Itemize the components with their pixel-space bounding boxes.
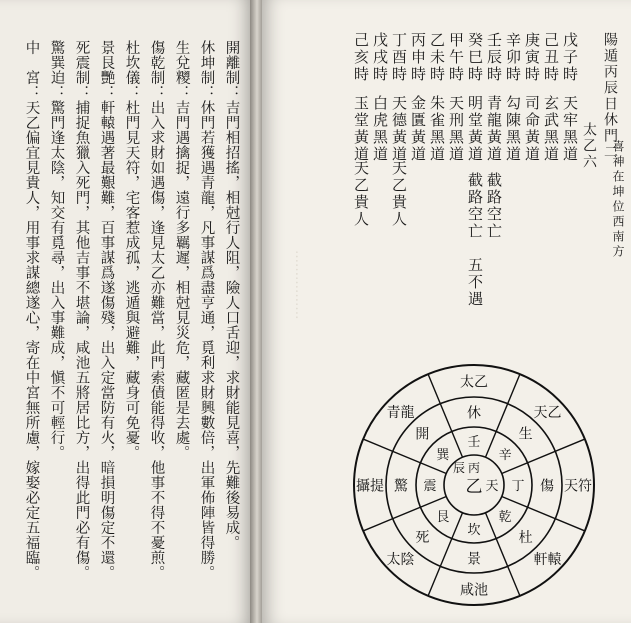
hour-god: 天牢黑道: [561, 95, 579, 163]
outer-ring-label: 咸池: [460, 582, 488, 599]
hour-god: 玄武黑道: [542, 95, 560, 163]
hour-time: 己亥時: [352, 32, 370, 83]
hour-god: 明堂黃道: [466, 95, 484, 163]
center-top-stem: 丙: [467, 461, 481, 475]
hour-time: 丙申時: [409, 32, 427, 83]
hour-time: 乙未時: [428, 32, 446, 83]
paragraph-xiu-kun: 休坤制：休門若獲遇青龍，凡事謀爲盡亨通，覓利求財興數倍，出軍佈陣皆得勝。: [198, 40, 215, 580]
paragraph-kai-li: 開離制：吉門相招搖，相尅行人阻，險人口舌迎，求財能見喜，先難後易成。: [223, 40, 240, 550]
outer-ring-label: 青龍: [386, 404, 415, 421]
hour-time: 癸巳時: [466, 32, 484, 83]
page-header: 陽遁丙辰日休門二: [602, 32, 618, 160]
paragraph-sheng-dui: 生兌糭：吉門遇擒捉，遠行多羈遲，相尅見災危，藏匿是去處。: [173, 40, 190, 460]
outer-ring-label: 天符: [564, 478, 592, 495]
hour-time: 己丑時: [542, 32, 560, 83]
middle-ring-label: 生: [518, 426, 533, 443]
hour-god: 天刑黑道: [447, 95, 465, 163]
center-top-left-stem: 辰: [452, 461, 466, 475]
middle-ring-label: 休: [467, 405, 481, 422]
hour-god: 司命黃道: [523, 95, 541, 163]
hour-god: 白虎黑道: [371, 95, 389, 163]
hour-extra: 截路空亡 五不遇: [466, 172, 484, 308]
qimen-wheel-diagram: [349, 360, 599, 610]
paragraph-jing-xun: 驚巽迫：驚門逢太陰，知交有覓尋，出入事難成，愼不可輕行。: [48, 40, 65, 460]
inner-ring-label: 乾: [498, 510, 512, 526]
inner-ring-label: 坎: [467, 522, 481, 538]
outer-ring-label: 太陰: [386, 551, 415, 568]
xishen-note: 喜神在坤位西南方: [611, 140, 625, 260]
center-right-star: 天: [485, 479, 499, 494]
paragraph-zhong-gong: 中 宮：天乙偏宜見貴人，用事求謀總遂心，寄在中宮無所慮，嫁娶必定五福臨。: [23, 40, 40, 580]
hour-god: 天德黃道: [390, 95, 408, 163]
hour-god: 金匱黃道: [409, 95, 427, 163]
hour-time: 丁酉時: [390, 32, 408, 83]
center-stem: 乙: [465, 477, 483, 497]
inner-ring-label: 辛: [498, 447, 512, 463]
outer-ring-label: 太乙: [460, 374, 488, 391]
hour-god: 青龍黃道: [485, 95, 503, 163]
inner-ring-label: 巽: [436, 447, 450, 463]
bleed-through: ‥‥‥‥‥‥‥‥: [292, 250, 307, 320]
middle-ring-label: 驚: [394, 478, 408, 495]
middle-ring-label: 死: [415, 529, 430, 546]
middle-ring-label: 景: [467, 551, 481, 568]
hour-time: 辛卯時: [504, 32, 522, 83]
paragraph-du-kan: 杜坎儀：杜門見天符，宅客惹成孤，逃遁與避難，藏身可免憂。: [123, 40, 140, 460]
hour-time: 庚寅時: [523, 32, 541, 83]
inner-ring-label: 丁: [511, 478, 525, 494]
hour-god: 玉堂黃道: [352, 95, 370, 163]
paragraph-si-zhen: 死震制：捕捉魚獵入死門，其他吉事不堪論，咸池五將居比方，出得此門必有傷。: [73, 40, 90, 580]
outer-ring-label: 攝提: [356, 478, 384, 495]
middle-ring-label: 杜: [518, 529, 533, 546]
hour-extra: 截路空亡: [485, 172, 503, 240]
outer-ring-label: 軒轅: [533, 551, 562, 568]
hour-time: 戊子時: [561, 32, 579, 83]
inner-ring-label: 艮: [436, 510, 450, 526]
middle-ring-label: 開: [415, 426, 430, 443]
hour-time: 戊戌時: [371, 32, 389, 83]
hour-extra: 天乙貴人: [352, 160, 370, 228]
page-header-taiyi: 太乙六: [581, 122, 597, 170]
paragraph-shang-qian: 傷乾制：出入求財如遇傷，逢見太乙亦難當，此門索債能得收，他事不得不憂煎。: [148, 40, 165, 580]
hour-god: 朱雀黑道: [428, 95, 446, 163]
middle-ring-label: 傷: [540, 478, 554, 495]
hour-time: 甲午時: [447, 32, 465, 83]
hour-extra: 天乙貴人: [390, 160, 408, 228]
left-page: [0, 0, 252, 623]
paragraph-jing-gen: 景艮艷：軒轅遇著最艱難，百事謀爲遂傷殘，出入定當防有火，暗損明傷定不還。: [98, 40, 115, 580]
inner-ring-label: 壬: [467, 434, 481, 450]
hour-god: 勾陳黑道: [504, 95, 522, 163]
inner-ring-label: 震: [423, 478, 437, 494]
outer-ring-label: 天乙: [533, 404, 562, 421]
hour-time: 壬辰時: [485, 32, 503, 83]
